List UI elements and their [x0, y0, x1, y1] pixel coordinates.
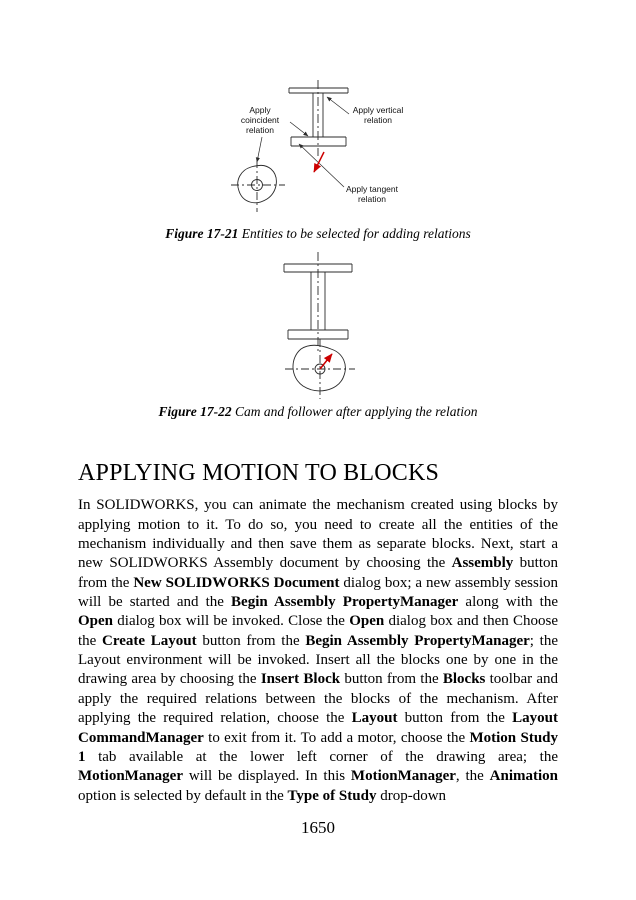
- red-direction-arrow: [314, 152, 324, 172]
- cam-profile: [231, 160, 285, 212]
- red-direction-arrow: [320, 354, 332, 369]
- page-number: 1650: [301, 817, 335, 837]
- caption-text: Cam and follower after applying the relation: [235, 404, 478, 419]
- caption-label: Figure 17-21: [165, 226, 239, 241]
- body-paragraph: In SOLIDWORKS, you can animate the mechanism created using blocks by applying motion to it. To do so, you need to create all the entities of the mechanism individually and then save them as separate blocks. Next, start a new SOLIDWORKS Assembly document by choosing the Assembly button from the New SOLIDWORKS Document dialog box; a new assembly session will be started and the Begin Assembly PropertyManager along with the Open dialog box will be invoked. Close the Open dialog box and then Choose the Create Layout button from the Begin Assembly PropertyManager; the Layout environment will be invoked. Insert all the blocks one by one in the drawing area by choosing the Insert Block button from the Blocks toolbar and apply the required relations between the blocks of the mechanism. After applying the required relation, choose the Layout button from the Layout CommandManager to exit from it. To add a motor, choose the Motion Study 1 tab available at the lower left corner of the drawing area; the MotionManager will be displayed. In this MotionManager, the Animation option is selected by default in the Type of Study drop-down: [78, 497, 559, 804]
- figure-17-21: [0, 80, 636, 224]
- figure-17-21-drawing: [0, 80, 636, 224]
- figure-17-22-drawing: [0, 250, 636, 402]
- figure-17-21-caption: [0, 226, 636, 242]
- caption-label: Figure 17-22: [158, 404, 232, 419]
- figure-17-22-caption: [0, 404, 636, 420]
- figure-17-22: [0, 250, 636, 402]
- follower-i-section: [289, 88, 348, 146]
- caption-text: Entities to be selected for adding relations: [241, 226, 471, 241]
- annotation-apply-coincident-relation: Apply coincident relation: [240, 105, 280, 135]
- section-heading: APPLYING MOTION TO BLOCKS: [78, 460, 440, 486]
- annotation-apply-tangent-relation: Apply tangent relation: [346, 184, 398, 204]
- annotation-apply-vertical-relation: Apply vertical relation: [352, 105, 404, 125]
